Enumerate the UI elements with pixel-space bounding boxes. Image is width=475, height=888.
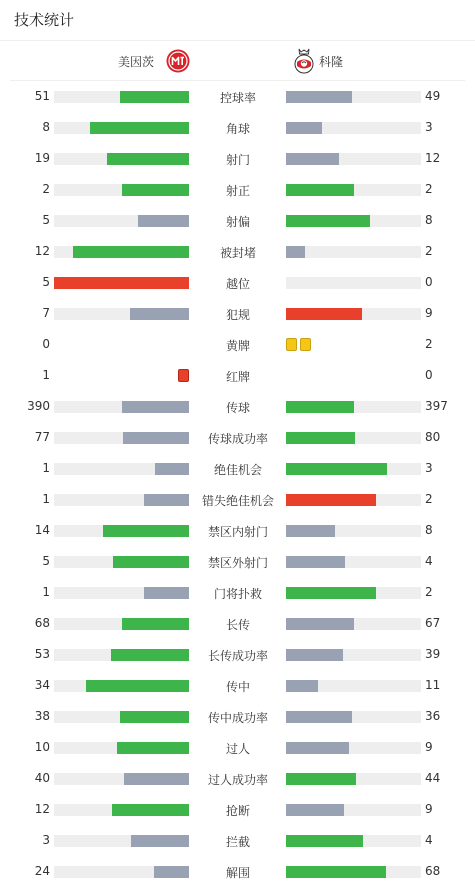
away-stat-value: 49 [425, 89, 441, 103]
away-stat-value: 397 [425, 399, 448, 413]
away-stat-bar [286, 494, 421, 506]
stat-row [0, 763, 475, 794]
stat-row [0, 484, 475, 515]
home-stat-value: 68 [34, 616, 50, 630]
away-stat-bar [286, 463, 421, 475]
home-stat-bar [54, 215, 189, 227]
stat-label: 红牌 [225, 370, 250, 384]
away-stat-bar-fill [286, 680, 318, 692]
home-cards [178, 369, 189, 382]
away-stat-value: 8 [425, 523, 433, 537]
home-stat-bar [54, 680, 189, 692]
home-stat-bar-fill [122, 184, 190, 196]
away-stat-value: 11 [425, 678, 441, 692]
stat-label: 传球成功率 [207, 432, 268, 446]
away-stat-value: 39 [425, 647, 441, 661]
away-stat-value: 3 [425, 461, 433, 475]
home-stat-bar-fill [124, 773, 189, 785]
away-stat-value: 68 [425, 864, 441, 878]
away-stat-bar-fill [286, 184, 354, 196]
home-stat-value: 38 [34, 709, 50, 723]
away-stat-value: 4 [425, 833, 433, 847]
red-card-icon [178, 369, 189, 382]
home-stat-bar-fill [120, 711, 189, 723]
away-stat-value: 8 [425, 213, 433, 227]
stat-row [0, 608, 475, 639]
stat-label: 传球 [225, 401, 250, 415]
home-stat-bar [54, 525, 189, 537]
home-stat-bar-fill [111, 649, 189, 661]
home-stat-bar [54, 308, 189, 320]
home-team-name[interactable]: 美因茨 [117, 55, 154, 69]
away-stat-bar [286, 525, 421, 537]
stat-row [0, 298, 475, 329]
stat-label: 犯规 [225, 308, 250, 322]
home-stat-bar-fill [131, 835, 189, 847]
home-stat-bar [54, 91, 189, 103]
away-stat-value: 67 [425, 616, 441, 630]
away-stat-bar-fill [286, 215, 370, 227]
stat-label: 门将扑救 [213, 587, 262, 601]
home-stat-value: 7 [42, 306, 50, 320]
stat-row [0, 577, 475, 608]
home-stat-bar [54, 618, 189, 630]
home-stat-bar [54, 711, 189, 723]
stat-row [0, 856, 475, 887]
away-stat-bar-fill [286, 587, 376, 599]
stat-row [0, 422, 475, 453]
away-stat-bar [286, 184, 421, 196]
away-stat-bar [286, 773, 421, 785]
home-stat-value: 77 [34, 430, 50, 444]
away-stat-bar-fill [286, 866, 386, 878]
stat-row [0, 701, 475, 732]
away-stat-value: 36 [425, 709, 441, 723]
home-stat-value: 1 [42, 461, 50, 475]
stat-label: 错失绝佳机会 [201, 494, 274, 508]
stat-row [0, 546, 475, 577]
away-stat-value: 2 [425, 337, 433, 351]
stat-label: 过人 [225, 742, 250, 756]
home-stat-bar [54, 494, 189, 506]
away-stat-value: 9 [425, 740, 433, 754]
home-stat-bar-fill [155, 463, 189, 475]
home-stat-bar-fill [120, 91, 189, 103]
stat-row [0, 143, 475, 174]
stat-row [0, 174, 475, 205]
away-stat-value: 80 [425, 430, 441, 444]
home-stat-bar-fill [144, 494, 189, 506]
stat-label: 传中 [225, 680, 250, 694]
away-stat-bar-fill [286, 91, 352, 103]
away-stat-bar-fill [286, 401, 354, 413]
home-stat-bar [54, 246, 189, 258]
stat-label: 传中成功率 [207, 711, 268, 725]
stat-row [0, 515, 475, 546]
home-stat-value: 40 [34, 771, 50, 785]
home-stat-bar-fill [154, 866, 189, 878]
away-stat-bar [286, 153, 421, 165]
away-stat-bar [286, 835, 421, 847]
stat-row [0, 360, 475, 391]
away-stat-value: 2 [425, 244, 433, 258]
koln-crest-icon[interactable] [292, 47, 316, 75]
yellow-card-icon [300, 338, 311, 351]
away-stat-bar-fill [286, 742, 349, 754]
away-stat-value: 0 [425, 368, 433, 382]
home-stat-bar [54, 463, 189, 475]
yellow-card-icon [286, 338, 297, 351]
away-stat-bar [286, 308, 421, 320]
stat-row [0, 267, 475, 298]
home-stat-value: 10 [34, 740, 50, 754]
home-stat-bar [54, 866, 189, 878]
away-stat-bar-fill [286, 246, 305, 258]
home-stat-bar-fill [138, 215, 189, 227]
home-stat-value: 2 [42, 182, 50, 196]
stat-row [0, 639, 475, 670]
home-stat-bar [54, 835, 189, 847]
away-cards [286, 338, 311, 351]
away-stat-bar [286, 587, 421, 599]
home-stat-value: 1 [42, 492, 50, 506]
away-stat-bar [286, 711, 421, 723]
stat-label: 越位 [225, 277, 250, 291]
away-stat-value: 2 [425, 492, 433, 506]
home-stat-bar-fill [130, 308, 189, 320]
home-stat-bar-fill [73, 246, 189, 258]
stat-label: 绝佳机会 [213, 463, 262, 477]
away-stat-value: 4 [425, 554, 433, 568]
away-team-name[interactable]: 科隆 [319, 55, 344, 69]
home-stat-bar-fill [90, 122, 189, 134]
stat-label: 角球 [225, 122, 250, 136]
stat-label: 射门 [225, 153, 250, 167]
stat-label: 禁区外射门 [207, 556, 268, 570]
away-stat-bar-fill [286, 649, 343, 661]
away-stat-bar [286, 246, 421, 258]
away-stat-value: 12 [425, 151, 441, 165]
home-stat-value: 12 [34, 244, 50, 258]
stat-row [0, 825, 475, 856]
away-stat-value: 44 [425, 771, 441, 785]
stat-label: 抢断 [225, 804, 250, 818]
away-stat-bar [286, 91, 421, 103]
away-stat-bar-fill [286, 525, 335, 537]
away-stat-bar [286, 556, 421, 568]
section-title: 技术统计 [14, 11, 75, 29]
home-stat-value: 5 [42, 213, 50, 227]
stat-row [0, 391, 475, 422]
away-stat-bar-fill [286, 432, 355, 444]
stat-label: 射偏 [225, 215, 250, 229]
home-stat-bar [54, 122, 189, 134]
away-stat-bar-fill [286, 308, 362, 320]
away-stat-bar-fill [286, 773, 356, 785]
away-stat-value: 9 [425, 802, 433, 816]
stat-row [0, 794, 475, 825]
away-stat-bar-fill [286, 153, 339, 165]
home-stat-bar [54, 649, 189, 661]
home-stat-value: 8 [42, 120, 50, 134]
home-stat-bar-fill [112, 804, 189, 816]
away-stat-value: 9 [425, 306, 433, 320]
stat-label: 禁区内射门 [207, 525, 268, 539]
home-stat-bar [54, 587, 189, 599]
stat-label: 拦截 [225, 835, 250, 849]
stat-label: 过人成功率 [207, 773, 268, 787]
home-stat-value: 5 [42, 275, 50, 289]
home-stat-bar [54, 153, 189, 165]
home-stat-bar-fill [54, 277, 189, 289]
stat-label: 被封堵 [219, 246, 256, 260]
teams-header [10, 41, 465, 81]
away-stat-bar [286, 742, 421, 754]
stat-label: 解围 [225, 866, 250, 880]
away-stat-bar [286, 401, 421, 413]
away-stat-value: 0 [425, 275, 433, 289]
stat-row [0, 453, 475, 484]
away-stat-bar-fill [286, 835, 363, 847]
stat-label: 长传 [225, 618, 250, 632]
stat-row [0, 670, 475, 701]
away-stat-value: 2 [425, 585, 433, 599]
away-stat-bar [286, 649, 421, 661]
away-stat-value: 2 [425, 182, 433, 196]
away-stat-value: 3 [425, 120, 433, 134]
home-stat-bar [54, 277, 189, 289]
home-stat-value: 14 [34, 523, 50, 537]
home-stat-bar-fill [107, 153, 189, 165]
home-stat-bar-fill [103, 525, 189, 537]
home-stat-value: 24 [34, 864, 50, 878]
home-stat-bar [54, 556, 189, 568]
home-stat-value: 51 [34, 89, 50, 103]
home-stat-value: 12 [34, 802, 50, 816]
away-stat-bar [286, 122, 421, 134]
away-stat-bar [286, 215, 421, 227]
stat-label: 长传成功率 [207, 649, 268, 663]
stat-label: 黄牌 [225, 339, 250, 353]
home-stat-bar [54, 804, 189, 816]
stat-label: 射正 [225, 184, 250, 198]
home-stat-bar-fill [113, 556, 189, 568]
away-stat-bar-fill [286, 618, 354, 630]
stat-row [0, 205, 475, 236]
away-stat-bar [286, 432, 421, 444]
mainz-crest-icon[interactable] [166, 49, 190, 73]
stat-label: 控球率 [219, 91, 256, 105]
away-stat-bar-fill [286, 711, 352, 723]
home-stat-value: 1 [42, 368, 50, 382]
stat-row [0, 732, 475, 763]
away-stat-bar-fill [286, 122, 322, 134]
home-stat-bar [54, 742, 189, 754]
away-stat-bar [286, 680, 421, 692]
stat-row [0, 112, 475, 143]
stat-row [0, 236, 475, 267]
home-stat-bar [54, 401, 189, 413]
away-stat-bar-fill [286, 556, 345, 568]
home-stat-value: 19 [34, 151, 50, 165]
home-stat-value: 390 [27, 399, 50, 413]
home-stat-value: 5 [42, 554, 50, 568]
stats-list [0, 81, 475, 887]
home-stat-bar [54, 773, 189, 785]
home-stat-value: 53 [34, 647, 50, 661]
home-stat-value: 1 [42, 585, 50, 599]
home-stat-bar-fill [144, 587, 189, 599]
home-stat-value: 34 [34, 678, 50, 692]
away-stat-bar [286, 866, 421, 878]
away-stat-bar [286, 804, 421, 816]
home-stat-bar-fill [122, 618, 190, 630]
away-stat-bar-fill [286, 463, 387, 475]
home-stat-bar-fill [123, 432, 189, 444]
away-stat-bar-fill [286, 494, 376, 506]
home-stat-bar [54, 432, 189, 444]
away-stat-bar [286, 277, 421, 289]
home-stat-bar-fill [117, 742, 189, 754]
home-stat-value: 0 [42, 337, 50, 351]
away-stat-bar-fill [286, 804, 344, 816]
home-stat-bar-fill [122, 401, 190, 413]
stat-row [0, 329, 475, 360]
stat-row [0, 81, 475, 112]
home-stat-bar-fill [86, 680, 189, 692]
home-stat-value: 3 [42, 833, 50, 847]
away-stat-bar [286, 618, 421, 630]
home-stat-bar [54, 184, 189, 196]
